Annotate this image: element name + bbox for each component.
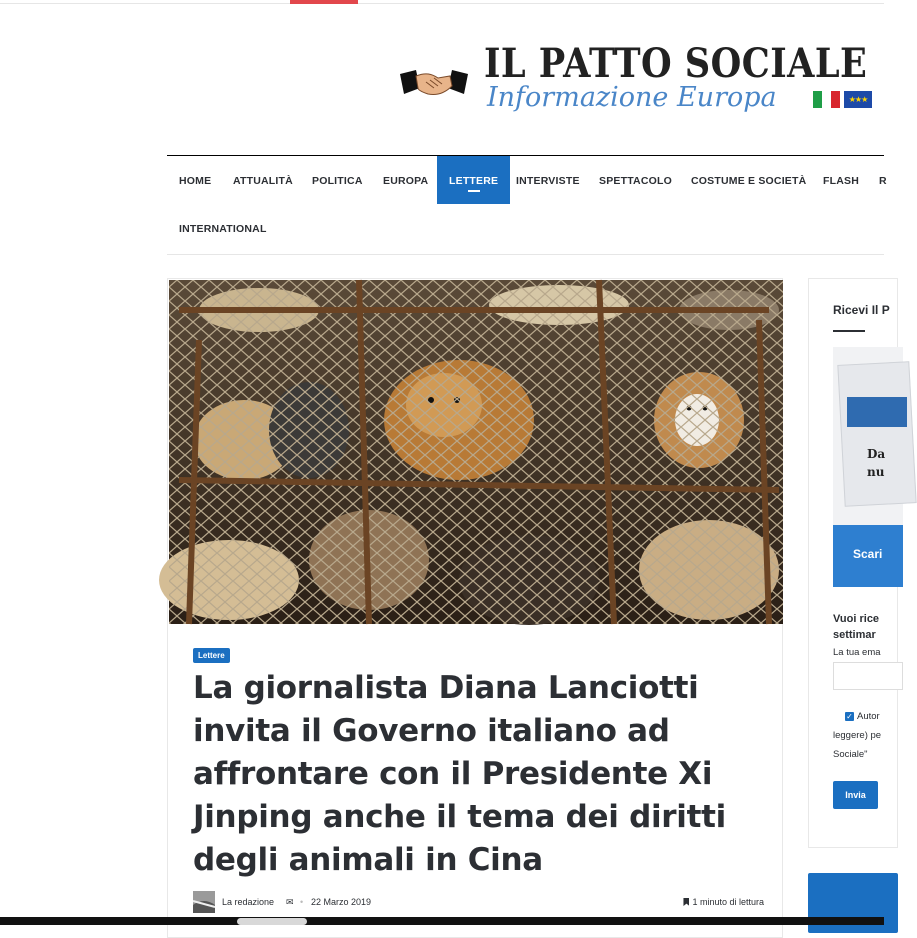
category-badge[interactable]: Lettere xyxy=(193,648,230,663)
caged-dogs-image xyxy=(169,280,783,624)
top-border xyxy=(0,3,884,4)
nav-item-europa[interactable]: EUROPA xyxy=(383,175,429,187)
nav-item-politica[interactable]: POLITICA xyxy=(312,175,363,187)
horizontal-scrollbar[interactable] xyxy=(237,918,307,925)
newsletter-widget xyxy=(808,278,898,848)
magazine-text-1: Da xyxy=(867,447,886,461)
newsletter-image[interactable] xyxy=(833,347,903,587)
eu-flag-icon: ★★★ xyxy=(844,91,872,108)
magazine-text-2: nu xyxy=(867,465,885,479)
magazine-header xyxy=(847,397,907,427)
nav-item-r[interactable]: R xyxy=(879,175,887,187)
newsletter-question-line-1: Vuoi rice xyxy=(833,613,880,625)
consent-checkbox[interactable]: ✓ xyxy=(846,712,853,721)
email-label: La tua ema xyxy=(833,647,881,658)
nav-item-attualita[interactable]: ATTUALITÀ xyxy=(233,175,293,187)
consent-text-3: Sociale" xyxy=(833,749,868,760)
italian-flag-icon xyxy=(813,91,840,108)
logo-title: IL PATTO SOCIALE xyxy=(484,40,868,87)
main-navigation xyxy=(167,155,887,255)
nav-item-spettacolo[interactable]: SPETTACOLO xyxy=(599,175,672,187)
article-meta xyxy=(193,891,763,913)
newsletter-question-line-2: settimar xyxy=(833,629,876,641)
top-accent-bar xyxy=(290,0,358,4)
widget-title: Ricevi Il P xyxy=(833,303,890,317)
article-title: La giornalista Diana Lanciotti invita il Governo italiano ad affrontare con il Presidente Xi Jinping anche il tema dei diritti degli animali in Cina xyxy=(193,670,726,878)
submit-button[interactable]: Invia xyxy=(833,781,878,809)
nav-item-home[interactable]: HOME xyxy=(179,175,212,187)
nav-item-interviste[interactable]: INTERVISTE xyxy=(516,175,580,187)
article-photo[interactable] xyxy=(169,280,783,624)
nav-item-lettere[interactable]: LETTERE xyxy=(437,156,510,204)
reading-time-label: 1 minuto di lettura xyxy=(692,897,764,907)
nav-item-international[interactable]: INTERNATIONAL xyxy=(179,223,267,235)
handshake-icon xyxy=(398,66,470,102)
article-date: 22 Marzo 2019 xyxy=(311,897,372,907)
author-avatar[interactable] xyxy=(193,891,215,913)
consent-text-1: Autor xyxy=(857,711,880,722)
logo-subtitle: Informazione Europa xyxy=(487,82,777,113)
newsletter-question xyxy=(833,611,879,643)
nav-item-costume-e-societa[interactable]: COSTUME E SOCIETÀ xyxy=(691,175,807,187)
magazine-cover xyxy=(837,361,916,507)
email-input[interactable] xyxy=(833,662,903,690)
site-logo[interactable] xyxy=(396,38,884,128)
meta-separator: • xyxy=(300,897,304,907)
email-icon[interactable]: ✉ xyxy=(286,897,294,907)
widget-title-underline xyxy=(833,330,865,332)
bookmark-icon xyxy=(683,898,689,906)
author-name[interactable]: La redazione xyxy=(222,897,275,907)
consent-text-2: leggere) pe xyxy=(833,730,882,741)
nav-item-flash[interactable]: FLASH xyxy=(823,175,859,187)
download-label: Scari xyxy=(853,547,883,561)
reading-time xyxy=(683,897,764,907)
bottom-bar xyxy=(0,917,884,925)
article-card xyxy=(167,278,783,938)
